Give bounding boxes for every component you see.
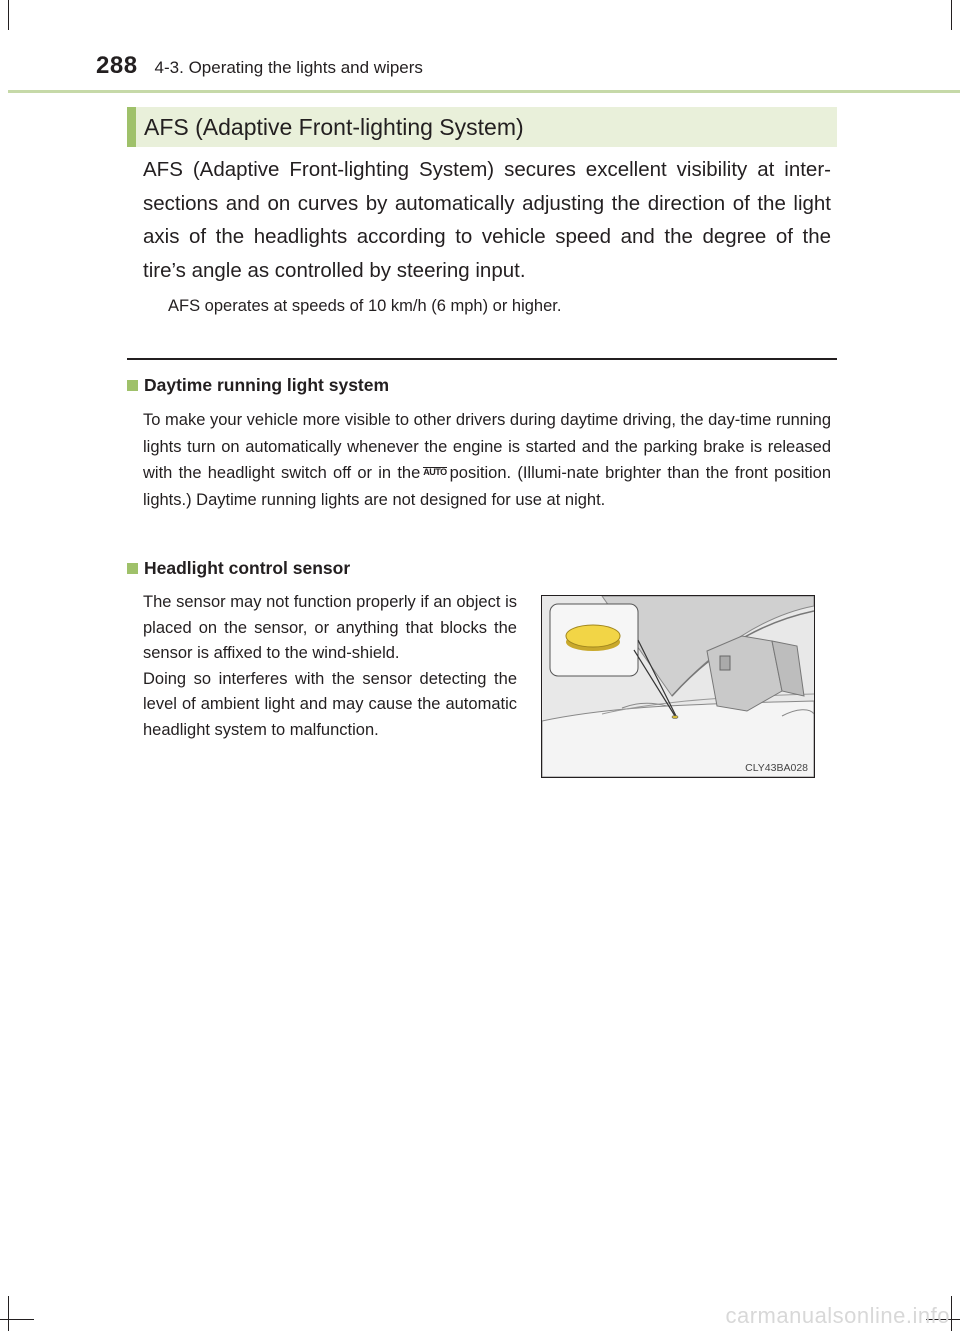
- sensor-heading-text: Headlight control sensor: [144, 558, 351, 578]
- drl-heading: [127, 375, 389, 396]
- section-divider: [127, 358, 837, 360]
- drl-paragraph: [143, 407, 831, 513]
- sensor-illustration: [541, 595, 815, 778]
- sensor-text-2: Doing so interferes with the sensor detecting the level of ambient light and may cause the automatic headlight system to malfunction.: [143, 669, 517, 739]
- auto-switch-icon: AUTO: [423, 467, 447, 477]
- watermark: carmanualsonline.info: [725, 1303, 950, 1328]
- drl-text-before: To make your vehicle more visible to other drivers during daytime driving, the day-time running lights turn on automatically whenever the engine is started and the parking brake is released with the headlight switch off or in the: [143, 411, 831, 482]
- crop-mark: [951, 0, 952, 30]
- drl-text-after: position. (Illumi-nate brighter than the front position lights.) Daytime running lights are not designed for use at night.: [143, 464, 832, 509]
- sensor-paragraph: [143, 590, 517, 743]
- crop-mark: [8, 0, 9, 30]
- afs-title-bar: [127, 107, 837, 147]
- dashboard-drawing: [542, 596, 814, 777]
- page-header: [96, 52, 423, 86]
- header-rule: [8, 90, 960, 93]
- afs-intro: AFS (Adaptive Front-lighting System) secures excellent visibility at inter-sections and on curves by automatically adjusting the direction of the light axis of the headlights according to vehicle speed and the degree of the tire’s angle as controlled by steering input.: [143, 158, 831, 282]
- figure-code: CLY43BA028: [745, 762, 808, 774]
- crop-mark: [951, 1296, 952, 1331]
- drl-heading-text: Daytime running light system: [144, 375, 390, 395]
- title-accent: [127, 107, 136, 147]
- sensor-heading: [127, 558, 350, 579]
- page-number: 288: [96, 52, 138, 79]
- sensor-text-1: The sensor may not function properly if an object is placed on the sensor, or anything that blocks the sensor is affixed to the wind-shield.: [143, 593, 517, 662]
- square-bullet-icon: [127, 563, 138, 574]
- crop-mark: [0, 1319, 34, 1320]
- crop-mark: [8, 1296, 9, 1331]
- afs-note: AFS operates at speeds of 10 km/h (6 mph) or higher.: [168, 297, 562, 315]
- section-title: 4-3. Operating the lights and wipers: [154, 58, 423, 77]
- square-bullet-icon: [127, 380, 138, 391]
- afs-title: AFS (Adaptive Front-lighting System): [144, 113, 524, 140]
